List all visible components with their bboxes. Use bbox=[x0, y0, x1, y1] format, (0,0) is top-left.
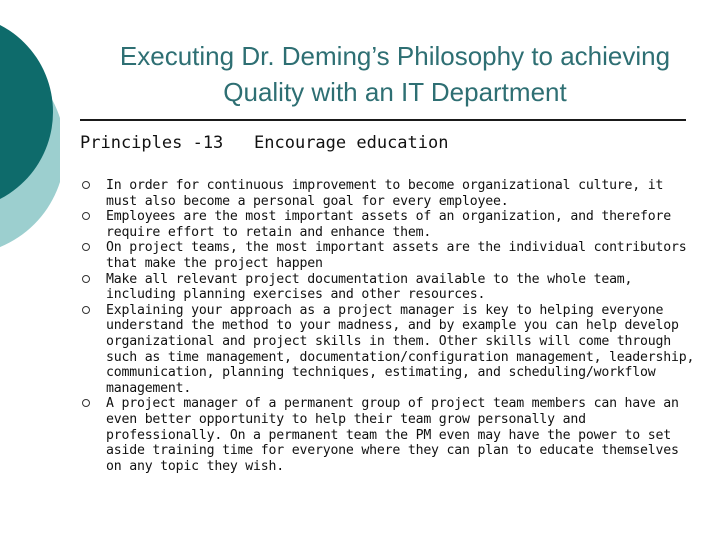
bullet-item: In order for continuous improvement to become organizational culture, it must also become a personal goal for every employee. bbox=[80, 178, 695, 209]
bullet-circle-icon bbox=[82, 181, 90, 189]
bullet-item: Explaining your approach as a project manager is key to helping everyone understand the method to your madness, and by example you can help develop organizational and project skills in them. Other skills will come through such as time management, documentation/configuration management, leadership, communication, planning techniques, estimating, and scheduling/workflow management. bbox=[80, 303, 695, 397]
bullet-circle-icon bbox=[82, 306, 90, 314]
bullet-item: On project teams, the most important assets are the individual contributors that make the project happen bbox=[80, 240, 695, 271]
bullet-item: Make all relevant project documentation available to the whole team, including planning exercises and other resources. bbox=[80, 272, 695, 303]
principle-heading bbox=[80, 133, 700, 153]
slide-decoration bbox=[0, 0, 60, 300]
principle-name: Encourage education bbox=[254, 133, 449, 153]
title-divider bbox=[80, 119, 686, 121]
slide-title: Executing Dr. Deming’s Philosophy to achieving Quality with an IT Department bbox=[119, 41, 671, 107]
bullet-item: A project manager of a permanent group of project team members can have an even better opportunity to help their team grow personally and professionally. On a permanent team the PM even may have the power to set aside training time for everyone where they can plan to educate themselves on any topic they wish. bbox=[80, 396, 695, 474]
bullet-circle-icon bbox=[82, 243, 90, 251]
bullet-circle-icon bbox=[82, 212, 90, 220]
principle-label: Principles -13 bbox=[80, 133, 224, 153]
bullet-circle-icon bbox=[82, 275, 90, 283]
bullet-circle-icon bbox=[82, 399, 90, 407]
bullet-item: Employees are the most important assets of an organization, and therefore require effort to retain and enhance them. bbox=[80, 209, 695, 240]
bullet-list bbox=[80, 178, 695, 474]
